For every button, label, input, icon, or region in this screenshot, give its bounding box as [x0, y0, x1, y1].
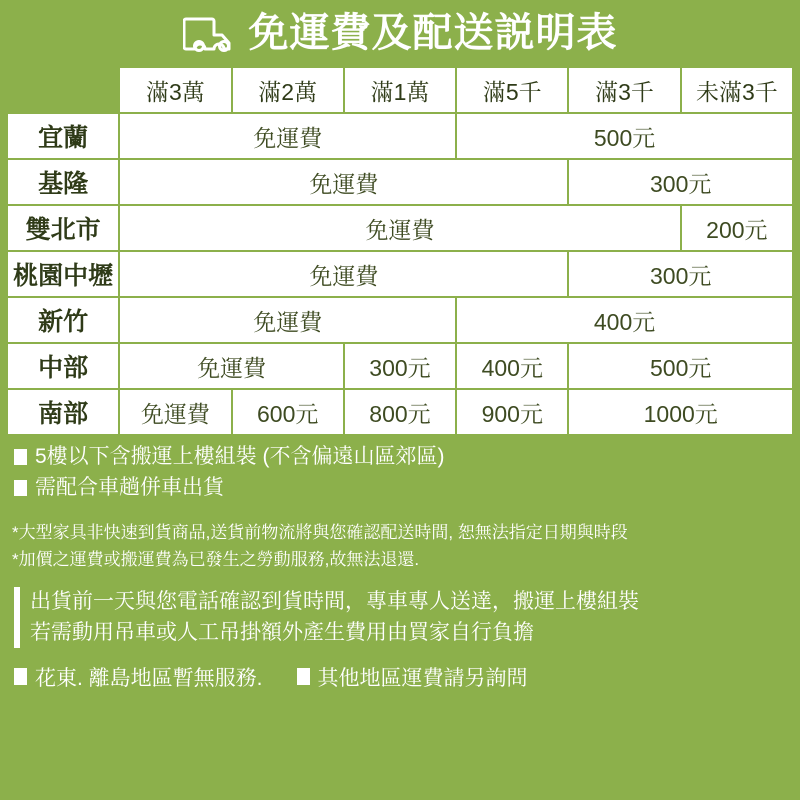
fee-cell: 400元 — [456, 297, 793, 343]
fee-cell: 300元 — [568, 159, 793, 205]
fee-cell: 免運費 — [119, 205, 680, 251]
table-corner-cell — [7, 67, 119, 113]
fee-cell: 500元 — [568, 343, 793, 389]
note-item — [14, 444, 800, 469]
row-region: 雙北市 — [7, 205, 119, 251]
column-header: 滿3千 — [568, 67, 680, 113]
highlight-block — [14, 587, 800, 648]
row-region: 南部 — [7, 389, 119, 435]
column-header: 滿3萬 — [119, 67, 231, 113]
table-header-row — [7, 67, 793, 113]
column-header: 滿5千 — [456, 67, 568, 113]
fee-cell: 400元 — [456, 343, 568, 389]
table-body — [7, 113, 793, 435]
table-row — [7, 389, 793, 435]
fee-cell: 1000元 — [568, 389, 793, 435]
column-header: 滿1萬 — [344, 67, 456, 113]
vertical-bar-icon — [14, 587, 20, 648]
disclaimer-text: *大型家具非快速到貨商品,送貨前物流將與您確認配送時間, 恕無法指定日期與時段 — [12, 523, 628, 543]
disclaimer-list — [0, 506, 800, 573]
disclaimer-text: *加價之運費或搬運費為已發生之勞動服務,故無法退還. — [12, 549, 420, 569]
table-row — [7, 159, 793, 205]
fee-cell: 900元 — [456, 389, 568, 435]
square-bullet-icon — [14, 480, 27, 496]
row-region: 桃園中壢 — [7, 251, 119, 297]
table-row — [7, 113, 793, 159]
table-row — [7, 205, 793, 251]
note-text: 5樓以下含搬運上樓組裝 (不含偏遠山區郊區) — [35, 445, 445, 468]
square-bullet-icon — [297, 668, 310, 685]
highlight-text: 出貨前一天與您電話確認到貨時間，專車專人送達，搬運上樓組裝 — [30, 590, 639, 614]
footer-notes — [14, 662, 800, 692]
row-region: 中部 — [7, 343, 119, 389]
truck-icon — [183, 13, 239, 53]
table-row — [7, 343, 793, 389]
table-row — [7, 251, 793, 297]
fee-cell: 300元 — [344, 343, 456, 389]
page-title — [0, 0, 800, 66]
fee-cell: 200元 — [681, 205, 793, 251]
fee-cell: 300元 — [568, 251, 793, 297]
footer-text: 花東. 離島地區暫無服務. — [35, 666, 263, 690]
row-region: 宜蘭 — [7, 113, 119, 159]
title-text: 免運費及配送説明表 — [248, 11, 618, 55]
column-header: 未滿3千 — [681, 67, 793, 113]
note-item — [14, 475, 800, 500]
fee-cell: 免運費 — [119, 251, 568, 297]
fee-cell: 免運費 — [119, 297, 456, 343]
fee-cell: 免運費 — [119, 159, 568, 205]
highlight-text: 若需動用吊車或人工吊掛額外產生費用由買家自行負擔 — [30, 620, 534, 644]
note-text: 需配合車趟併車出貨 — [35, 476, 224, 500]
fee-cell: 免運費 — [119, 113, 456, 159]
footer-text: 其他地區運費請另詢問 — [317, 666, 528, 690]
square-bullet-icon — [14, 449, 27, 465]
table-row — [7, 297, 793, 343]
fee-table — [6, 66, 794, 436]
notes-list — [0, 436, 800, 500]
fee-cell: 免運費 — [119, 389, 231, 435]
fee-cell: 免運費 — [119, 343, 344, 389]
fee-cell: 500元 — [456, 113, 793, 159]
fee-table-wrapper — [0, 66, 800, 436]
square-bullet-icon — [14, 668, 27, 685]
column-header: 滿2萬 — [232, 67, 344, 113]
fee-cell: 800元 — [344, 389, 456, 435]
row-region: 新竹 — [7, 297, 119, 343]
fee-cell: 600元 — [232, 389, 344, 435]
row-region: 基隆 — [7, 159, 119, 205]
